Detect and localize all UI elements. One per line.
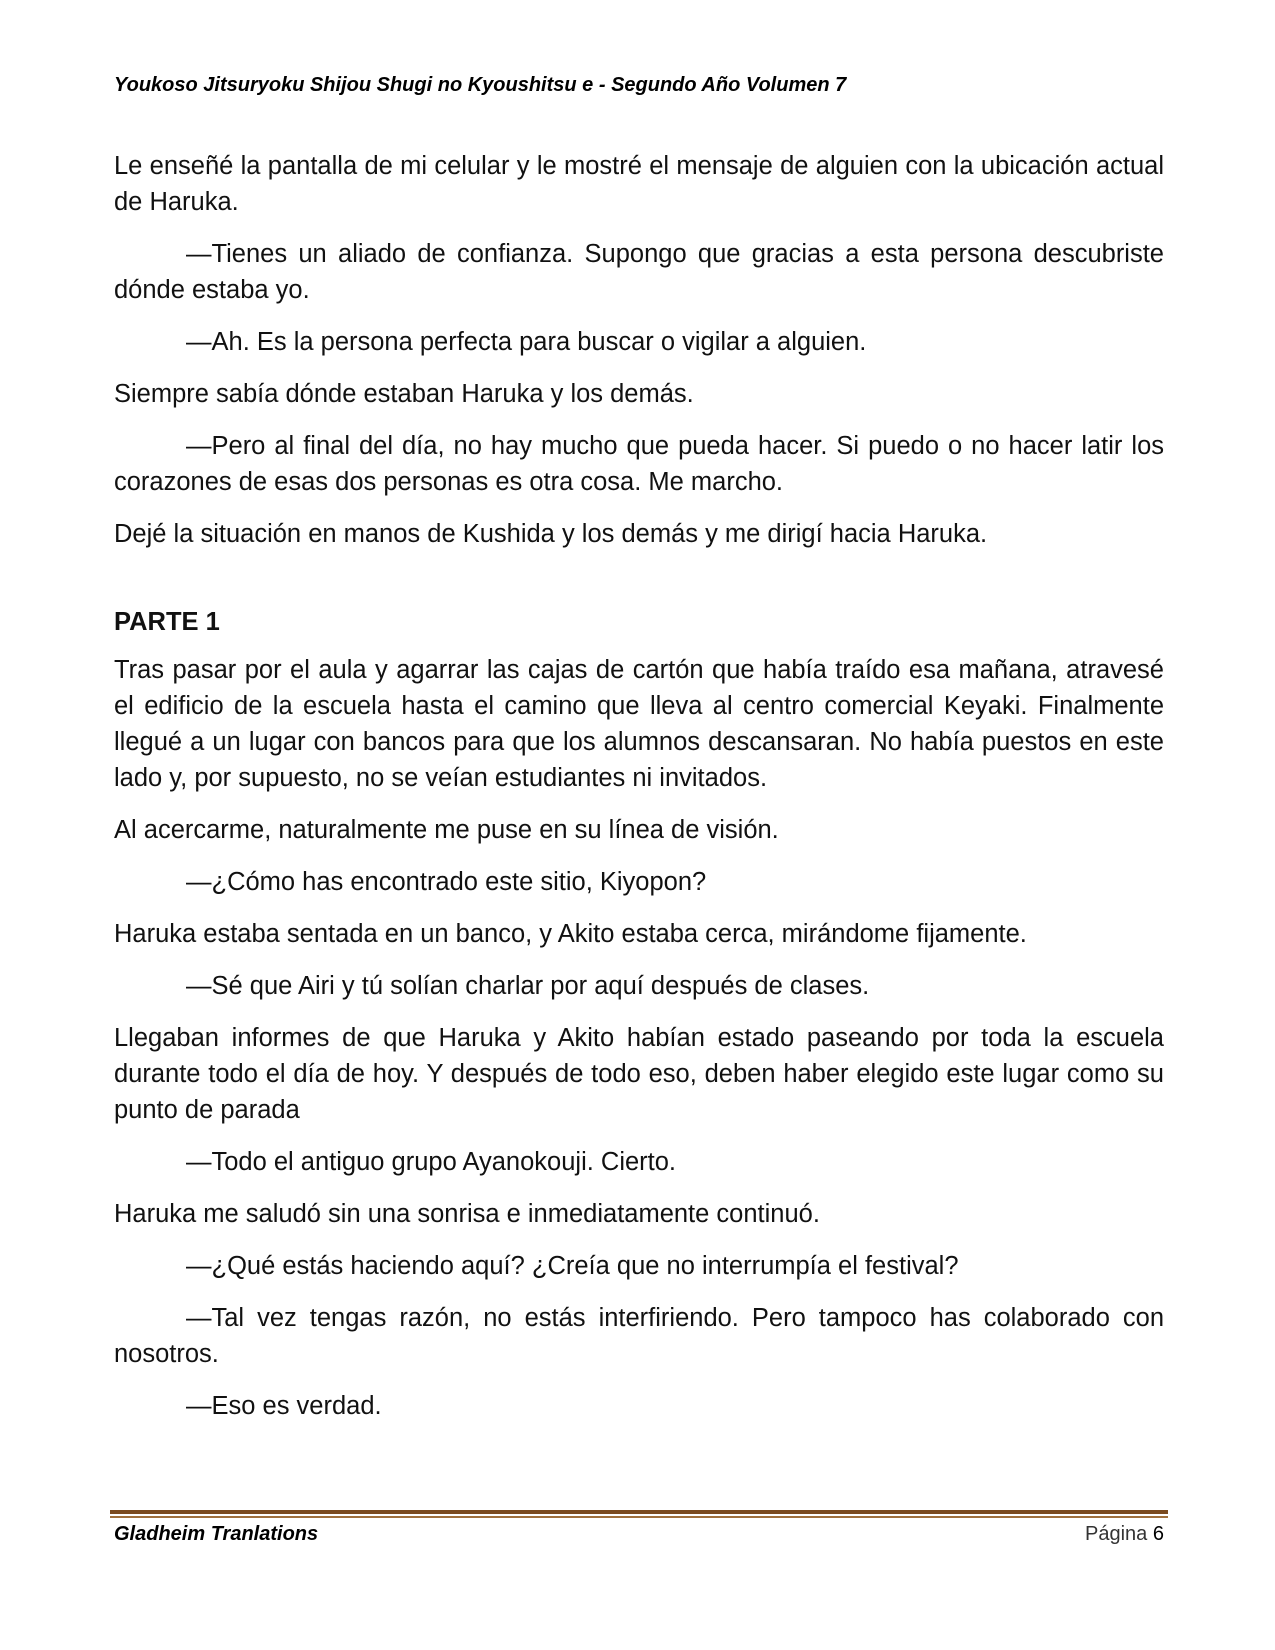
page-label: Página	[1085, 1523, 1148, 1545]
footer-credit: Gladheim Tranlations	[114, 1523, 319, 1545]
dialogue-paragraph: —Eso es verdad.	[186, 1392, 382, 1420]
paragraph: Llegaban informes de que Haruka y Akito habían estado paseando por toda la escuela durante todo el día de hoy. Y después de todo eso, deben haber elegido este lugar como su punto de parada	[114, 1024, 1164, 1124]
dialogue-paragraph: —¿Cómo has encontrado este sitio, Kiyopon?	[186, 868, 707, 896]
paragraph: Siempre sabía dónde estaban Haruka y los demás.	[114, 380, 694, 408]
running-header: Youkoso Jitsuryoku Shijou Shugi no Kyoushitsu e - Segundo Año Volumen 7	[114, 74, 847, 96]
section-heading: PARTE 1	[114, 608, 220, 636]
dialogue-paragraph: —Ah. Es la persona perfecta para buscar o vigilar a alguien.	[186, 328, 867, 356]
footer-rule-thin	[110, 1516, 1168, 1518]
paragraph: Dejé la situación en manos de Kushida y los demás y me dirigí hacia Haruka.	[114, 520, 988, 548]
paragraph: Haruka estaba sentada en un banco, y Akito estaba cerca, mirándome fijamente.	[114, 920, 1027, 948]
page-number-value: 6	[1152, 1523, 1164, 1545]
dialogue-paragraph: —Tienes un aliado de confianza. Supongo que gracias a esta persona descubriste dónde estaba yo.	[114, 240, 1164, 304]
dialogue-paragraph: —¿Qué estás haciendo aquí? ¿Creía que no interrumpía el festival?	[186, 1252, 959, 1280]
page-body	[114, 148, 1164, 1440]
dialogue-paragraph: —Pero al final del día, no hay mucho que pueda hacer. Si puedo o no hacer latir los corazones de esas dos personas es otra cosa. Me marcho.	[114, 432, 1164, 496]
paragraph: Al acercarme, naturalmente me puse en su línea de visión.	[114, 816, 779, 844]
dialogue-paragraph: —Todo el antiguo grupo Ayanokouji. Cierto.	[186, 1148, 677, 1176]
dialogue-paragraph: —Tal vez tengas razón, no estás interfiriendo. Pero tampoco has colaborado con nosotros.	[114, 1304, 1164, 1368]
paragraph: Tras pasar por el aula y agarrar las cajas de cartón que había traído esa mañana, atravesé el edificio de la escuela hasta el camino que lleva al centro comercial Keyaki. Finalmente llegué a un lugar con bancos para que los alumnos descansaran. No había puestos en este lado y, por supuesto, no se veían estudiantes ni invitados.	[114, 656, 1164, 792]
paragraph: Haruka me saludó sin una sonrisa e inmediatamente continuó.	[114, 1200, 820, 1228]
footer-rule-thick	[110, 1510, 1168, 1514]
dialogue-paragraph: —Sé que Airi y tú solían charlar por aquí después de clases.	[186, 972, 870, 1000]
paragraph: Le enseñé la pantalla de mi celular y le mostré el mensaje de alguien con la ubicación actual de Haruka.	[114, 152, 1164, 216]
page-number	[1085, 1523, 1164, 1546]
